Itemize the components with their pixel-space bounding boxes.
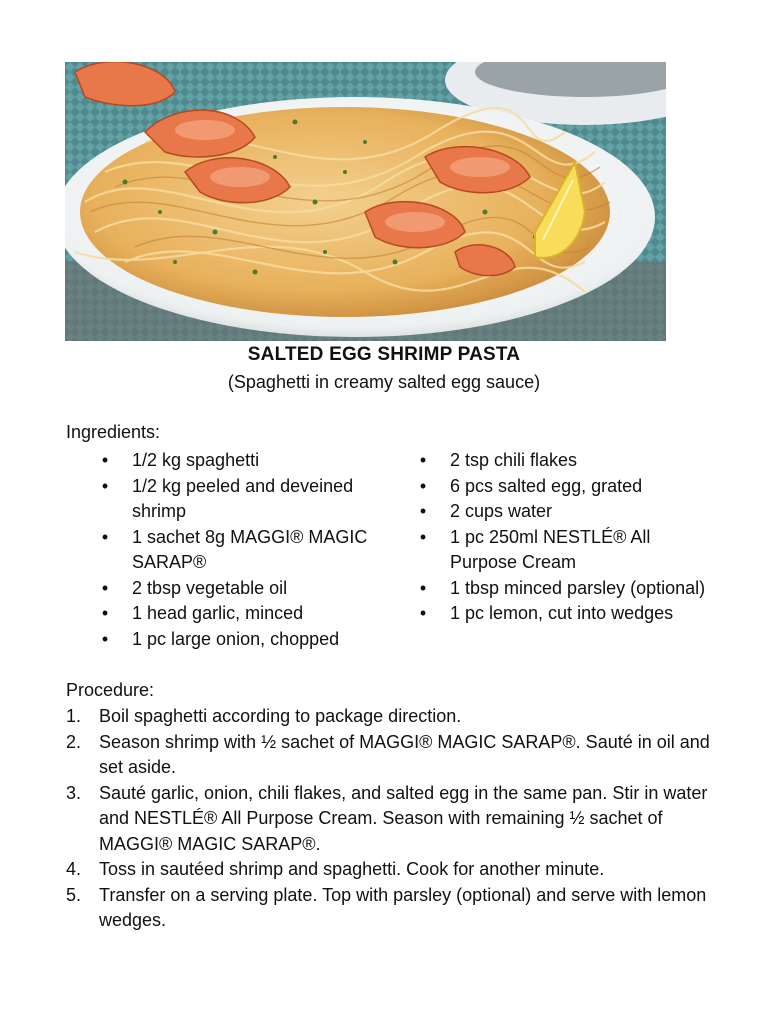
bullet-icon: • [419,475,427,496]
step-text: Season shrimp with ½ sachet of MAGGI® MAGIC SARAP®. Sauté in oil and set aside. [99,731,710,777]
ingredient-item [416,601,716,627]
procedure-step [66,857,716,883]
ingredient-item [98,627,398,653]
step-number: 4. [66,859,82,879]
procedure-step [66,883,716,934]
bullet-icon: • [419,577,427,598]
ingredient-text: 2 tsp chili flakes [450,450,578,470]
ingredient-item [416,448,716,474]
step-text: Transfer on a serving plate. Top with parsley (optional) and serve with lemon wedges. [99,884,707,930]
ingredient-text: 1 pc 250ml NESTLÉ® All Purpose Cream [450,526,651,572]
recipe-subtitle: (Spaghetti in creamy salted egg sauce) [227,372,541,392]
ingredient-text: 6 pcs salted egg, grated [450,475,643,496]
procedure-step [66,781,716,858]
ingredient-item [98,525,398,576]
bullet-icon: • [101,603,109,623]
procedure-steps [66,704,716,934]
step-number: 2. [66,731,82,752]
ingredient-text: 1 pc large onion, chopped [132,628,340,649]
procedure-step [66,704,716,730]
procedure-heading: Procedure: [66,680,155,700]
ingredient-item [416,525,716,576]
step-text: Toss in sautéed shrimp and spaghetti. Cook for another minute. [99,859,605,879]
step-number: 5. [66,884,82,905]
ingredient-item [416,499,716,525]
ingredient-text: 1 pc lemon, cut into wedges [450,603,674,623]
ingredient-item [416,576,716,602]
ingredient-text: 2 tbsp vegetable oil [132,577,288,598]
bullet-icon: • [101,475,109,496]
ingredients-heading: Ingredients: [66,422,161,442]
bullet-icon: • [101,526,109,547]
ingredients-list-right [416,448,716,627]
ingredients-list-left [98,448,398,652]
procedure-step [66,730,716,781]
bullet-icon: • [101,628,109,649]
step-number: 3. [66,782,82,803]
ingredient-item [416,474,716,500]
recipe-title: SALTED EGG SHRIMP PASTA [247,344,521,365]
ingredient-item [98,601,398,627]
ingredient-text: 1 head garlic, minced [132,603,304,623]
ingredient-text: 2 cups water [450,501,553,521]
step-text: Boil spaghetti according to package direction. [99,706,462,726]
ingredient-text: 1 sachet 8g MAGGI® MAGIC SARAP® [132,526,368,572]
bullet-icon: • [419,501,427,521]
step-text: Sauté garlic, onion, chili flakes, and salted egg in the same pan. Stir in water and NESTLÉ® All Purpose Cream. Season with remaining ½ sachet of MAGGI® MAGIC SARAP®. [99,782,708,854]
ingredient-item [98,474,398,525]
ingredient-text: 1/2 kg peeled and deveined shrimp [132,475,354,521]
bullet-icon: • [101,577,109,598]
ingredient-text: 1 tbsp minced parsley (optional) [450,577,706,598]
ingredient-text: 1/2 kg spaghetti [132,450,260,470]
shrimp-pasta-image [65,62,666,341]
ingredient-item [98,576,398,602]
bullet-icon: • [419,603,427,623]
bullet-icon: • [419,450,427,470]
dish-photo [65,62,666,341]
bullet-icon: • [419,526,427,547]
step-number: 1. [66,706,82,726]
ingredient-item [98,448,398,474]
bullet-icon: • [101,450,109,470]
